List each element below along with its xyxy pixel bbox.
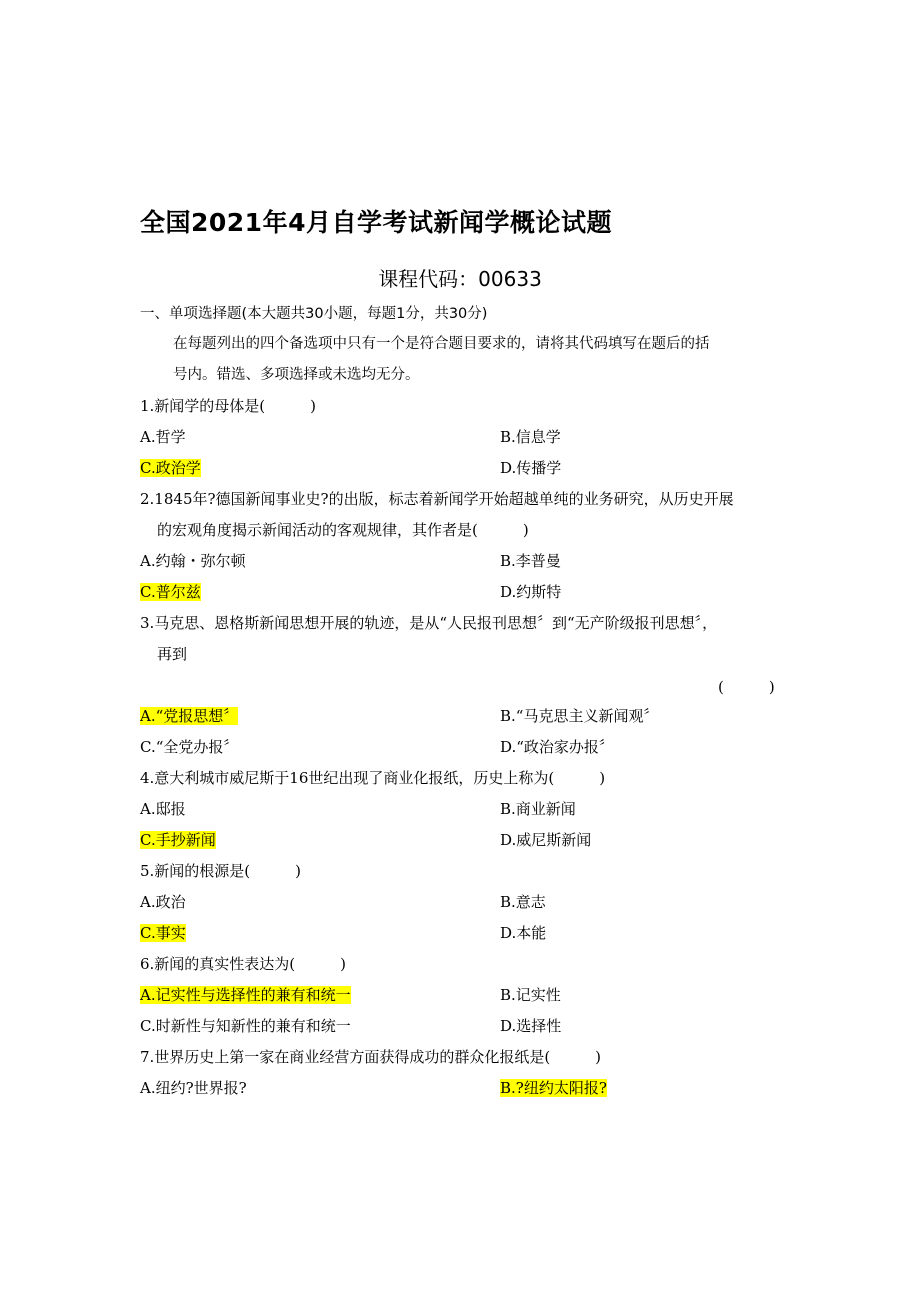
question-stem: 1.新闻学的母体是( ) <box>140 397 317 415</box>
option-b: B.“马克思主义新闻观〞 <box>500 707 659 725</box>
option-a: A.约翰・弥尔顿 <box>140 552 246 570</box>
option-d: D.约斯特 <box>500 583 562 601</box>
section-instruction: 号内。错选、多项选择或未选均无分。 <box>173 367 420 383</box>
option-b: B.记实性 <box>500 986 561 1004</box>
option-a-highlighted: A.记实性与选择性的兼有和统一 <box>140 986 351 1004</box>
option-d: D.传播学 <box>500 459 562 477</box>
option-d: D.本能 <box>500 924 547 942</box>
option-b-highlighted: B.?纽约太阳报? <box>500 1079 607 1097</box>
option-a: A.纽约?世界报? <box>140 1079 247 1097</box>
section-heading: 一、单项选择题(本大题共30小题，每题1分，共30分) <box>140 306 488 322</box>
option-d: D.威尼斯新闻 <box>500 831 592 849</box>
question-stem: 5.新闻的根源是( ) <box>140 862 302 880</box>
option-c: C.“全党办报〞 <box>140 738 239 756</box>
option-a: A.哲学 <box>140 428 186 446</box>
option-b: B.商业新闻 <box>500 800 576 818</box>
exam-title: 全国2021年4月自学考试新闻学概论试题 <box>140 208 612 237</box>
section-instruction: 在每题列出的四个备选项中只有一个是符合题目要求的，请将其代码填写在题后的括 <box>173 336 710 352</box>
question-stem: 2.1845年?德国新闻事业史?的出版，标志着新闻学开始超越单纯的业务研究，从历史开展 <box>140 490 734 508</box>
option-c-highlighted: C.政治学 <box>140 459 201 477</box>
option-a: A.邸报 <box>140 800 186 818</box>
option-d: D.“政治家办报〞 <box>500 738 614 756</box>
option-c-highlighted: C.普尔兹 <box>140 583 201 601</box>
question-stem-continuation: 再到 <box>157 645 188 663</box>
option-c-highlighted: C.手抄新闻 <box>140 831 216 849</box>
answer-parentheses: ( ) <box>718 678 775 696</box>
option-a: A.政治 <box>140 893 186 911</box>
question-stem: 3.马克思、恩格斯新闻思想开展的轨迹，是从“人民报刊思想〞到“无产阶级报刊思想〞， <box>140 614 718 632</box>
question-stem: 4.意大利城市威尼斯于16世纪出现了商业化报纸，历史上称为( ) <box>140 769 606 787</box>
option-c: C.时新性与知新性的兼有和统一 <box>140 1017 351 1035</box>
question-stem: 7.世界历史上第一家在商业经营方面获得成功的群众化报纸是( ) <box>140 1048 602 1066</box>
option-b: B.意志 <box>500 893 546 911</box>
option-b: B.李普曼 <box>500 552 561 570</box>
course-code: 课程代码：00633 <box>378 267 542 291</box>
option-a-highlighted: A.“党报思想〞 <box>140 707 239 725</box>
option-c-highlighted: C.事实 <box>140 924 186 942</box>
option-d: D.选择性 <box>500 1017 562 1035</box>
option-b: B.信息学 <box>500 428 561 446</box>
question-stem-continuation: 的宏观角度揭示新闻活动的客观规律，其作者是( ) <box>157 521 529 539</box>
question-stem: 6.新闻的真实性表达为( ) <box>140 955 347 973</box>
